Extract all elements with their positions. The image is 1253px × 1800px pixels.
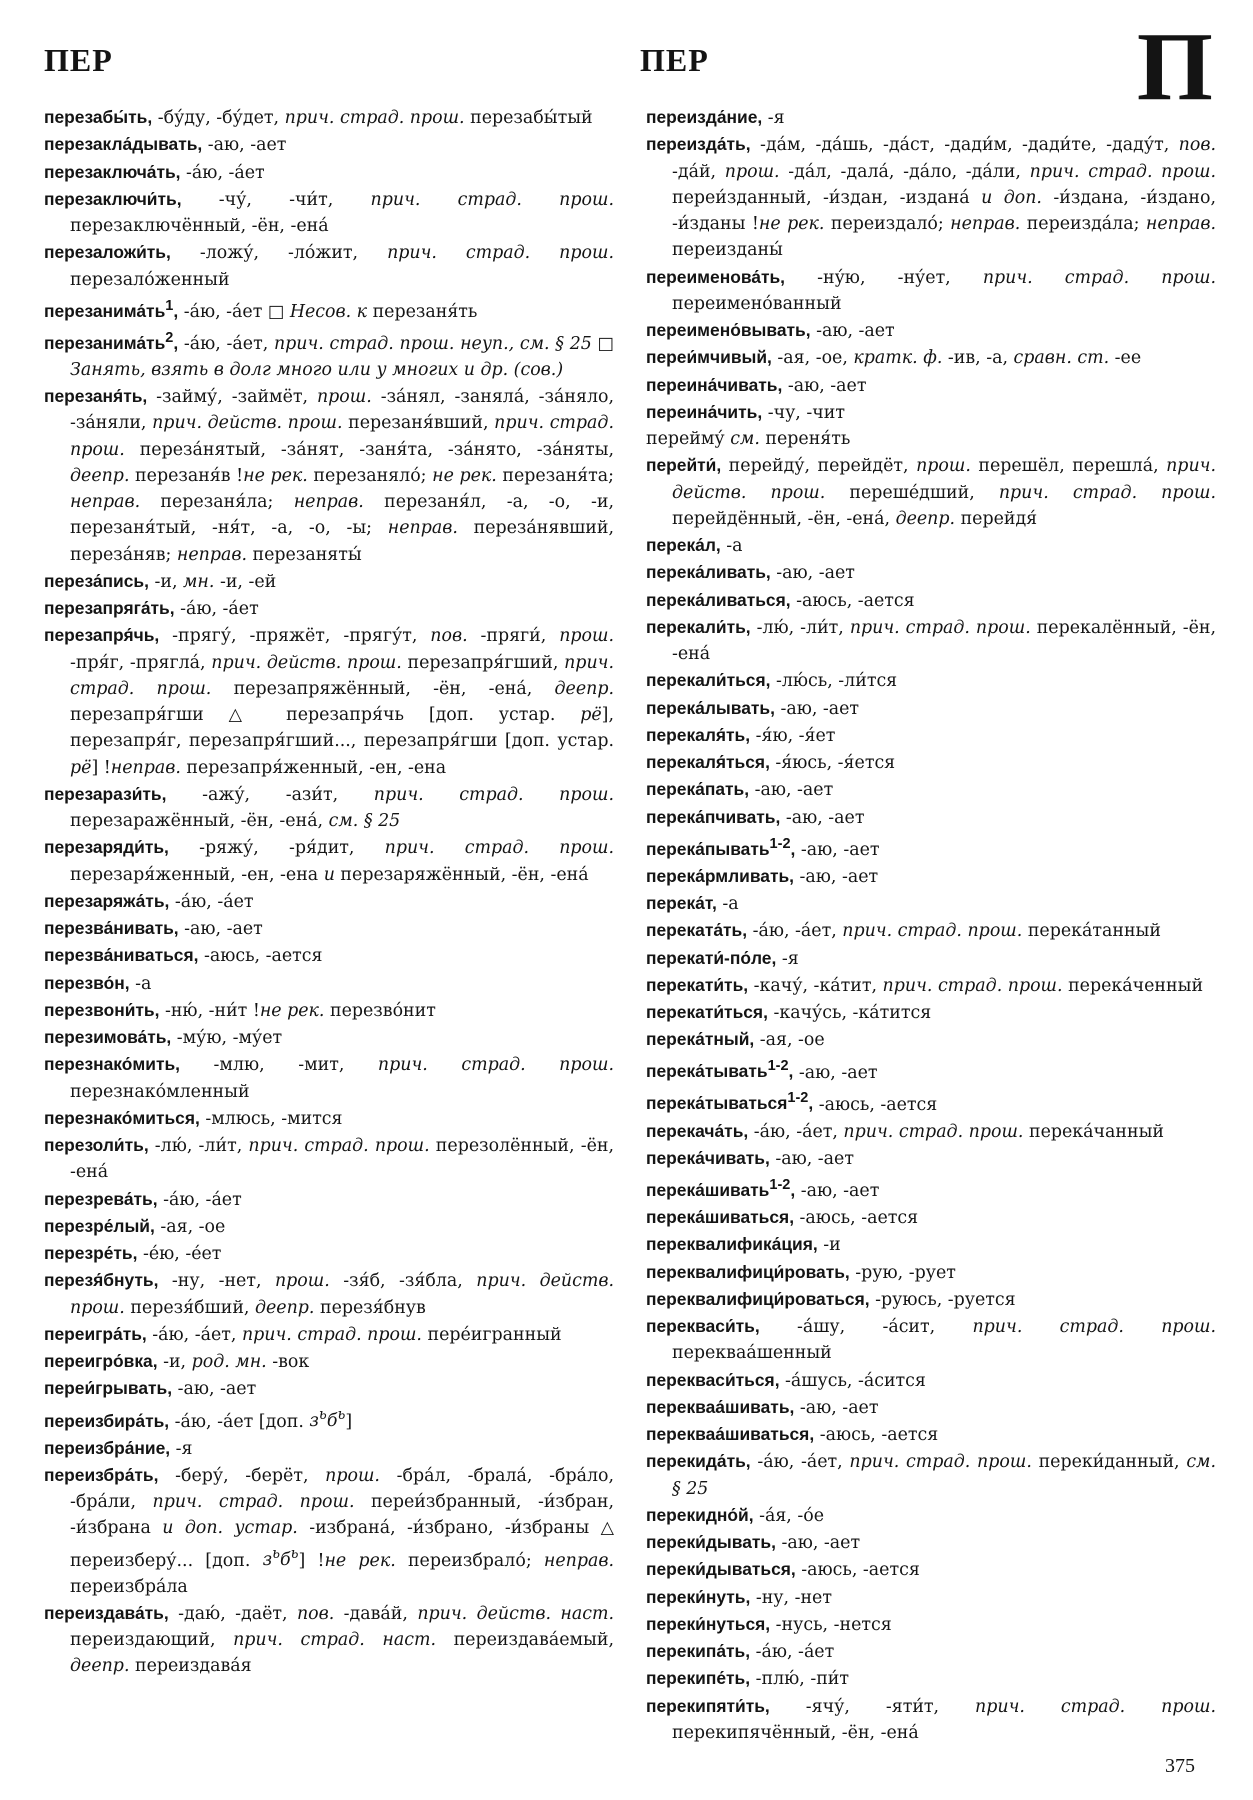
- headword: перезимова́ть,: [44, 1027, 172, 1048]
- headword: перекваа́шивать,: [646, 1396, 795, 1417]
- entry-body: -я: [170, 1438, 193, 1459]
- headword: переигра́ть,: [44, 1323, 147, 1344]
- entry-body: -аю, -ает: [793, 1062, 878, 1083]
- dictionary-entry: [44, 997, 614, 1024]
- entry-body: -ну, -нет: [750, 1587, 832, 1608]
- dictionary-entry: [44, 622, 614, 781]
- headword: переза́пись,: [44, 570, 149, 591]
- entry-body: -плю́, -пи́т: [750, 1669, 850, 1690]
- headword: переквалифици́ровать,: [646, 1261, 850, 1282]
- dictionary-entry: [646, 1286, 1216, 1313]
- headword: перекати́ться,: [646, 1002, 768, 1023]
- headword: перекати́-по́ле,: [646, 947, 777, 968]
- page-number: 375: [1165, 1755, 1195, 1777]
- headword: переквалифика́ция,: [646, 1234, 818, 1255]
- dictionary-entry: [646, 1502, 1216, 1529]
- headword: перезаложи́ть,: [44, 242, 171, 263]
- headword: перека́ливаться,: [646, 589, 791, 610]
- entry-body: перейду́, перейдёт, прош. перешёл, перешла́, прич. действ. прош. переше́дший, прич. страд. прош. перейдённый, -ён, -ена́, деепр. перейдя́: [672, 456, 1216, 529]
- entry-body: -да́м, -да́шь, -да́ст, -дади́м, -дади́те, -даду́т, пов. -да́й, прош. -да́л, -дала́, -да́ло, -да́ли, прич. страд. прош. переи́зданный, -и́здан, -издана́ и доп. -и́здана, -и́здано, -и́зданы !не рек. переиздало́; неправ. переизда́ла; неправ. переизданы́: [672, 135, 1216, 261]
- entry-body: -аю, -ает: [178, 919, 263, 940]
- dictionary-entry: [44, 1132, 614, 1186]
- entry-body: -а́ю, -а́ет: [157, 1189, 242, 1210]
- dictionary-entry: [44, 293, 614, 325]
- entry-body: -му́ю, -му́ет: [171, 1028, 283, 1049]
- headword: перезре́ть,: [44, 1243, 138, 1264]
- headword: перека́пывать$^{1-2}$,: [646, 835, 796, 859]
- dictionary-entry: [44, 970, 614, 997]
- headword: перека́рмливать,: [646, 865, 795, 886]
- dictionary-entry: [646, 317, 1216, 344]
- dictionary-entry: [44, 104, 614, 131]
- dictionary-entry: [646, 1693, 1216, 1747]
- headword: перека́ливать,: [646, 562, 771, 583]
- dictionary-entry: [646, 1556, 1216, 1583]
- entry-body: -аю, -ает: [172, 1379, 257, 1400]
- dictionary-entry: [646, 1394, 1216, 1421]
- dictionary-entry: [646, 917, 1216, 944]
- headword: переименова́ть,: [646, 266, 785, 287]
- headword: перекати́ть,: [646, 974, 749, 995]
- headword: перека́тываться$^{1-2}$,: [646, 1090, 814, 1114]
- entry-body: -аюсь, -ается: [794, 1208, 919, 1229]
- dictionary-entry: [44, 1051, 614, 1105]
- headword: перекаля́ть,: [646, 724, 751, 745]
- headword: перезапря́чь,: [44, 625, 160, 646]
- headword: перекаля́ться,: [646, 752, 770, 772]
- entry-body: -аю, -ает: [794, 866, 879, 887]
- dictionary-entry: [646, 1231, 1216, 1258]
- entry-body: -и, мн. -и, -ей: [148, 571, 277, 592]
- dictionary-entry: [44, 1213, 614, 1240]
- entry-body: -а́ю, -а́ет: [174, 599, 259, 620]
- headword: перека́т,: [646, 893, 717, 914]
- headword: $перезанима́ть^2$,: [44, 329, 179, 353]
- entry-body: -а́ю, -а́ет, прич. страд. прош. пере́игранный: [146, 1324, 562, 1345]
- entry-body: -ажу́, -ази́т, прич. страд. прош. перезаражённый, -ён, -ена́, см. § 25: [70, 784, 614, 832]
- dictionary-entry: [646, 890, 1216, 917]
- dictionary-entry: [646, 1145, 1216, 1172]
- entry-body: -а́шу, -а́сит, прич. страд. прош. перекваа́шенный: [672, 1317, 1216, 1364]
- dictionary-entry: [44, 781, 614, 835]
- headword: перека́тный,: [646, 1029, 755, 1050]
- dictionary-entry: [646, 722, 1216, 749]
- headword: перека́шивать$^{1-2}$,: [646, 1177, 796, 1200]
- dictionary-entry: [646, 399, 1216, 426]
- headword: перека́лывать,: [646, 697, 775, 718]
- entry-body: перейму́ см. переня́ть: [646, 429, 851, 449]
- headword: перезаряжа́ть,: [44, 890, 170, 911]
- dictionary-entry: [44, 131, 614, 158]
- dictionary-entry: [44, 1600, 614, 1680]
- dictionary-entry: [44, 1321, 614, 1348]
- dictionary-entry: [646, 831, 1216, 863]
- headword: перезя́бнуть,: [44, 1270, 159, 1291]
- entry-body: -а́ю, -а́ет, прич. страд. прош. неуп., см. § 25 □ Занять, взять в долг много или у многих и др. (сов.): [70, 333, 614, 380]
- entry-body: -а́ю, -а́ет, прич. страд. прош. переки́данный, см. § 25: [672, 1452, 1216, 1499]
- dictionary-entry: [646, 1086, 1216, 1118]
- entry-body: -аю, -ает: [795, 1180, 880, 1201]
- dictionary-entry: [44, 1105, 614, 1132]
- headword: переизда́ть,: [646, 134, 751, 155]
- entry-body: -займу́, -займёт, прош. -за́нял, -заняла́, -за́няло, -за́няли, прич. действ. прош. перезаня́вший, прич. страд. прош. перeза́нятый, -за́нят, -заня́та, -за́нято, -за́няты, деепр. перезаня́в !не рек. перезаняло́; не рек. перезаня́та; неправ. перeзаня́ла; неправ. перезаня́л, -а, -о, -и, перезаня́тый, -ня́т, -а, -о, -ы; неправ. перeза́нявший, перeза́няв; неправ. перезаняты́: [70, 387, 614, 565]
- dictionary-entry: [646, 1611, 1216, 1638]
- entry-body: -аю, -ает: [775, 1533, 861, 1554]
- dictionary-entry: [44, 1435, 614, 1462]
- dictionary-entry: [646, 776, 1216, 803]
- dictionary-entry: [646, 559, 1216, 586]
- entry-body: -я: [776, 948, 799, 969]
- entry-body: -а́ю, -а́ет, прич. страд. прош. перека́чанный: [748, 1121, 1165, 1142]
- entry-body: -е́ю, -е́ет: [137, 1244, 222, 1265]
- headword: перекача́ть,: [646, 1120, 749, 1141]
- entry-body: -а́ю, -а́ет: [750, 1642, 835, 1663]
- dictionary-entry: [646, 1367, 1216, 1394]
- entry-body: -а́ю, -а́ет □ Несов. к перезаня́ть: [178, 301, 478, 322]
- entry-body: -аю, -ает: [780, 807, 865, 828]
- entry-body: -ая, -ое: [154, 1216, 226, 1237]
- headword: перека́шиваться,: [646, 1207, 795, 1228]
- entry-body: -лю́сь, -ли́тся: [770, 671, 898, 692]
- dictionary-entry: [646, 372, 1216, 399]
- dictionary-entry: [646, 945, 1216, 972]
- left-column: [44, 104, 614, 1680]
- dictionary-entry: [646, 1638, 1216, 1665]
- dictionary-entry: [44, 888, 614, 915]
- dictionary-entry: [44, 1024, 614, 1051]
- headword: перека́тывать$^{1-2}$,: [646, 1058, 794, 1082]
- headword: перезаключа́ть,: [44, 161, 181, 182]
- entry-body: -руюсь, -руется: [869, 1289, 1016, 1310]
- dictionary-entry: [646, 426, 1216, 452]
- entry-body: -ню́, -ни́т !не рек. перезво́нит: [159, 1000, 436, 1021]
- dictionary-entry: [44, 834, 614, 888]
- headword: перекваси́ть,: [646, 1316, 760, 1337]
- headword: переизда́ние,: [646, 107, 763, 127]
- entry-body: -аю, -ает: [749, 780, 834, 801]
- headword: переизбра́ть,: [44, 1464, 159, 1485]
- entry-body: -аюсь, -ается: [814, 1425, 939, 1446]
- section-letter: П: [1136, 13, 1213, 121]
- headword: перекали́ть,: [646, 616, 751, 637]
- headword: перезре́лый,: [44, 1215, 155, 1236]
- entry-body: -качу́, -ка́тит, прич. страд. прош. перека́ченный: [748, 975, 1204, 996]
- entry-body: -ложу́, -ло́жит, прич. страд. прош. перезало́женный: [70, 243, 614, 290]
- entry-body: -ая, -ое: [754, 1030, 825, 1051]
- entry-body: -аю, -ает: [810, 321, 895, 341]
- entry-body: -ая, -ое, кратк. ф. -ив, -а, сравн. ст. -ее: [771, 348, 1142, 369]
- dictionary-entry: [44, 383, 614, 568]
- dictionary-entry: [646, 1421, 1216, 1448]
- entry-body: -аю, -ает: [782, 375, 867, 396]
- headword: переизбра́ние,: [44, 1437, 171, 1458]
- entry-body: -а́ю, -а́ет, прич. страд. прош. перека́танный: [747, 921, 1161, 942]
- entry-body: -ряжу́, -ря́дит, прич. страд. прош. перезаря́женный, -ен, -ена и перезаряжённый, -ён, -ена́: [70, 838, 614, 885]
- headword: перекваа́шиваться,: [646, 1424, 815, 1445]
- entry-body: -бу́ду, -бу́дет, прич. страд. прош. перезабы́тый: [152, 108, 593, 128]
- entry-body: -а́ю, -а́ет: [180, 162, 265, 183]
- headword: переи́грывать,: [44, 1378, 173, 1399]
- dictionary-entry: [646, 1118, 1216, 1145]
- dictionary-entry: [44, 325, 614, 383]
- entry-body: -аю, -ает: [774, 698, 860, 719]
- entry-body: -чу, -чит: [762, 402, 845, 423]
- dictionary-entry: [44, 915, 614, 942]
- entry-body: -аюсь, -ается: [198, 946, 323, 967]
- entry-body: -аюсь, -ается: [795, 1560, 920, 1581]
- headword: $перезанима́ть^1$,: [44, 297, 179, 321]
- headword: перейти́,: [646, 455, 722, 476]
- headword: перезнако́миться,: [44, 1107, 200, 1128]
- dictionary-entry: [44, 568, 614, 595]
- dictionary-entry: [646, 667, 1216, 694]
- entry-body: -рую, -рует: [849, 1262, 956, 1283]
- entry-body: -млюсь, -мится: [199, 1108, 343, 1129]
- headword: перезоли́ть,: [44, 1135, 149, 1156]
- entry-body: -а: [716, 894, 739, 915]
- dictionary-entry: [646, 1204, 1216, 1231]
- entry-body: -аю, -ает: [795, 839, 880, 860]
- headword: переимено́вывать,: [646, 320, 811, 340]
- entry-body: -ну, -нет, прош. -зя́б, -зя́бла, прич. действ. прош. перезя́бший, деепр. перезя́бнув: [70, 1271, 614, 1318]
- entry-body: -аю, -ает: [202, 135, 287, 156]
- dictionary-entry: [646, 104, 1216, 131]
- headword: перекали́ться,: [646, 670, 771, 691]
- entry-body: -ну́ю, -ну́ет, прич. страд. прош. переимено́ванный: [672, 267, 1216, 314]
- headword: перезабы́ть,: [44, 107, 153, 127]
- headword: перезво́н,: [44, 972, 130, 993]
- dictionary-entry: [44, 186, 614, 240]
- headword: переигро́вка,: [44, 1351, 158, 1372]
- headword: перезаключи́ть,: [44, 188, 182, 209]
- dictionary-entry: [646, 344, 1216, 371]
- entry-body: -аю, -ает: [794, 1397, 879, 1418]
- dictionary-entry: [646, 452, 1216, 532]
- headword: перека́чивать,: [646, 1147, 770, 1168]
- headword: перезаряди́ть,: [44, 837, 169, 858]
- headword: перезнако́мить,: [44, 1054, 180, 1075]
- dictionary-entry: [44, 1267, 614, 1321]
- entry-body: -я́юсь, -я́ется: [769, 753, 896, 773]
- dictionary-entry: [646, 695, 1216, 722]
- dictionary-entry: [44, 1403, 614, 1435]
- entry-body: -аю, -ает: [769, 1148, 854, 1169]
- dictionary-entry: [44, 1348, 614, 1375]
- dictionary-entry: [646, 1026, 1216, 1053]
- entry-body: -лю́, -ли́т, прич. страд. прош. перезолённый, -ён, -ена́: [70, 1136, 614, 1183]
- dictionary-entry: [646, 863, 1216, 890]
- dictionary-entry: [646, 131, 1216, 263]
- dictionary-entry: [44, 1186, 614, 1213]
- entry-body: -аюсь, -ается: [813, 1094, 938, 1115]
- headword: перека́пать,: [646, 779, 750, 800]
- headword: перекипяти́ть,: [646, 1695, 770, 1716]
- entry-body: -я́ю, -я́ет: [750, 725, 836, 746]
- dictionary-entry: [646, 1584, 1216, 1611]
- headword: переки́дывать,: [646, 1532, 776, 1553]
- dictionary-entry: [44, 159, 614, 186]
- entry-body: -прягу́, -пряжёт, -прягу́т, пов. -пряги́, прош. -пря́г, -прягла́, прич. действ. прош. перезапря́гший, прич. страд. прош. перезапряжённый, -ён, -ена́, деепр. перезапря́гши △ перезапря́чь [доп. устар. рё], перезапря́г, перезапря́гший..., перезапря́гши [доп. устар. рё] !неправ. перезапря́женный, -ен, -ена: [70, 626, 614, 778]
- dictionary-entry: [646, 749, 1216, 776]
- entry-body: -беру́, -берёт, прош. -бра́л, -брала́, -бра́ло, -бра́ли, прич. страд. прош. переи́збранный, -и́збран, -и́збрана и доп. устар. -избрана́, -и́збрано, -и́збраны △ переизберу́... [доп. $з^ьб^ь$] !не рек. переизбрало́; неправ. переизбра́ла: [70, 1465, 614, 1597]
- dictionary-entry: [646, 1054, 1216, 1086]
- entry-body: -млю, -мит, прич. страд. прош. перезнако́мленный: [70, 1055, 614, 1102]
- headword: переката́ть,: [646, 920, 748, 941]
- headword: перекида́ть,: [646, 1451, 751, 1472]
- headword: перезрева́ть,: [44, 1188, 158, 1209]
- headword: перезвони́ть,: [44, 999, 160, 1020]
- headword: переина́чивать,: [646, 374, 783, 395]
- dictionary-entry: [646, 1313, 1216, 1367]
- dictionary-entry: [44, 595, 614, 622]
- headword: переки́нуться,: [646, 1613, 771, 1634]
- headword: перезапряга́ть,: [44, 598, 175, 619]
- headword: перекипе́ть,: [646, 1668, 751, 1689]
- dictionary-entry: [646, 1448, 1216, 1502]
- dictionary-entry: [44, 239, 614, 293]
- dictionary-entry: [646, 532, 1216, 559]
- dictionary-entry: [646, 804, 1216, 831]
- headword: перекваси́ться,: [646, 1369, 780, 1390]
- entry-body: -качу́сь, -ка́тится: [767, 1003, 932, 1024]
- entry-body: -аюсь, -ается: [790, 590, 915, 611]
- headword: перезакла́дывать,: [44, 134, 203, 155]
- entry-body: -ячу́, -яти́т, прич. страд. прош. перекипячённый, -ён, -ена́: [672, 1696, 1216, 1743]
- entry-body: -лю́, -ли́т, прич. страд. прош. перекалённый, -ён, -ена́: [672, 617, 1216, 664]
- entry-body: -а: [129, 973, 152, 994]
- entry-body: -я: [762, 108, 785, 128]
- entry-body: -нусь, -нется: [770, 1614, 892, 1635]
- dictionary-entry: [646, 999, 1216, 1026]
- dictionary-entry: [646, 1172, 1216, 1204]
- dictionary-entry: [646, 1529, 1216, 1556]
- dictionary-entry: [646, 587, 1216, 614]
- headword: переизбира́ть,: [44, 1410, 170, 1431]
- dictionary-entry: [646, 264, 1216, 318]
- headword: перекипа́ть,: [646, 1641, 751, 1662]
- headword: переквалифици́роваться,: [646, 1288, 870, 1309]
- entry-body: -а: [720, 536, 743, 556]
- dictionary-entry: [646, 614, 1216, 668]
- headword: переи́мчивый,: [646, 347, 772, 368]
- entry-body: -а́ю, -а́ет [доп. $з^ьб^ь$]: [169, 1407, 353, 1432]
- dictionary-entry: [646, 1665, 1216, 1692]
- entry-body: -и, род. мн. -вок: [157, 1352, 310, 1373]
- headword: переки́дываться,: [646, 1559, 796, 1580]
- entry-body: -даю́, -даёт, пов. -дава́й, прич. действ. наст. переиздающий, прич. страд. наст. переиздава́емый, деепр. переиздава́я: [70, 1603, 614, 1677]
- running-head-left: ПЕР: [44, 42, 113, 78]
- entry-body: -а́ю, -а́ет: [169, 891, 254, 912]
- headword: переки́нуть,: [646, 1586, 751, 1607]
- headword: перезарази́ть,: [44, 783, 167, 804]
- entry-body: -чу́, -чи́т, прич. страд. прош. перезаключённый, -ён, -ена́: [70, 189, 614, 236]
- dictionary-entry: [44, 1375, 614, 1402]
- headword: перезаня́ть,: [44, 386, 148, 407]
- headword: перека́пчивать,: [646, 806, 781, 827]
- headword: перека́л,: [646, 535, 721, 555]
- headword: перезва́нивать,: [44, 918, 179, 939]
- dictionary-entry: [44, 942, 614, 969]
- right-column: [646, 104, 1216, 1746]
- entry-body: -а́я, -о́е: [753, 1505, 824, 1526]
- entry-body: -и: [817, 1235, 841, 1256]
- dictionary-entry: [646, 972, 1216, 999]
- dictionary-entry: [646, 1259, 1216, 1286]
- headword: переиздава́ть,: [44, 1602, 169, 1623]
- running-head-right: ПЕР: [640, 42, 709, 78]
- entry-body: -а́шусь, -а́сится: [779, 1370, 926, 1391]
- headword: переина́чить,: [646, 401, 763, 422]
- headword: перезва́ниваться,: [44, 945, 199, 966]
- dictionary-entry: [44, 1462, 614, 1600]
- dictionary-entry: [44, 1240, 614, 1267]
- headword: перекидно́й,: [646, 1504, 754, 1525]
- entry-body: -аю, -ает: [770, 563, 855, 584]
